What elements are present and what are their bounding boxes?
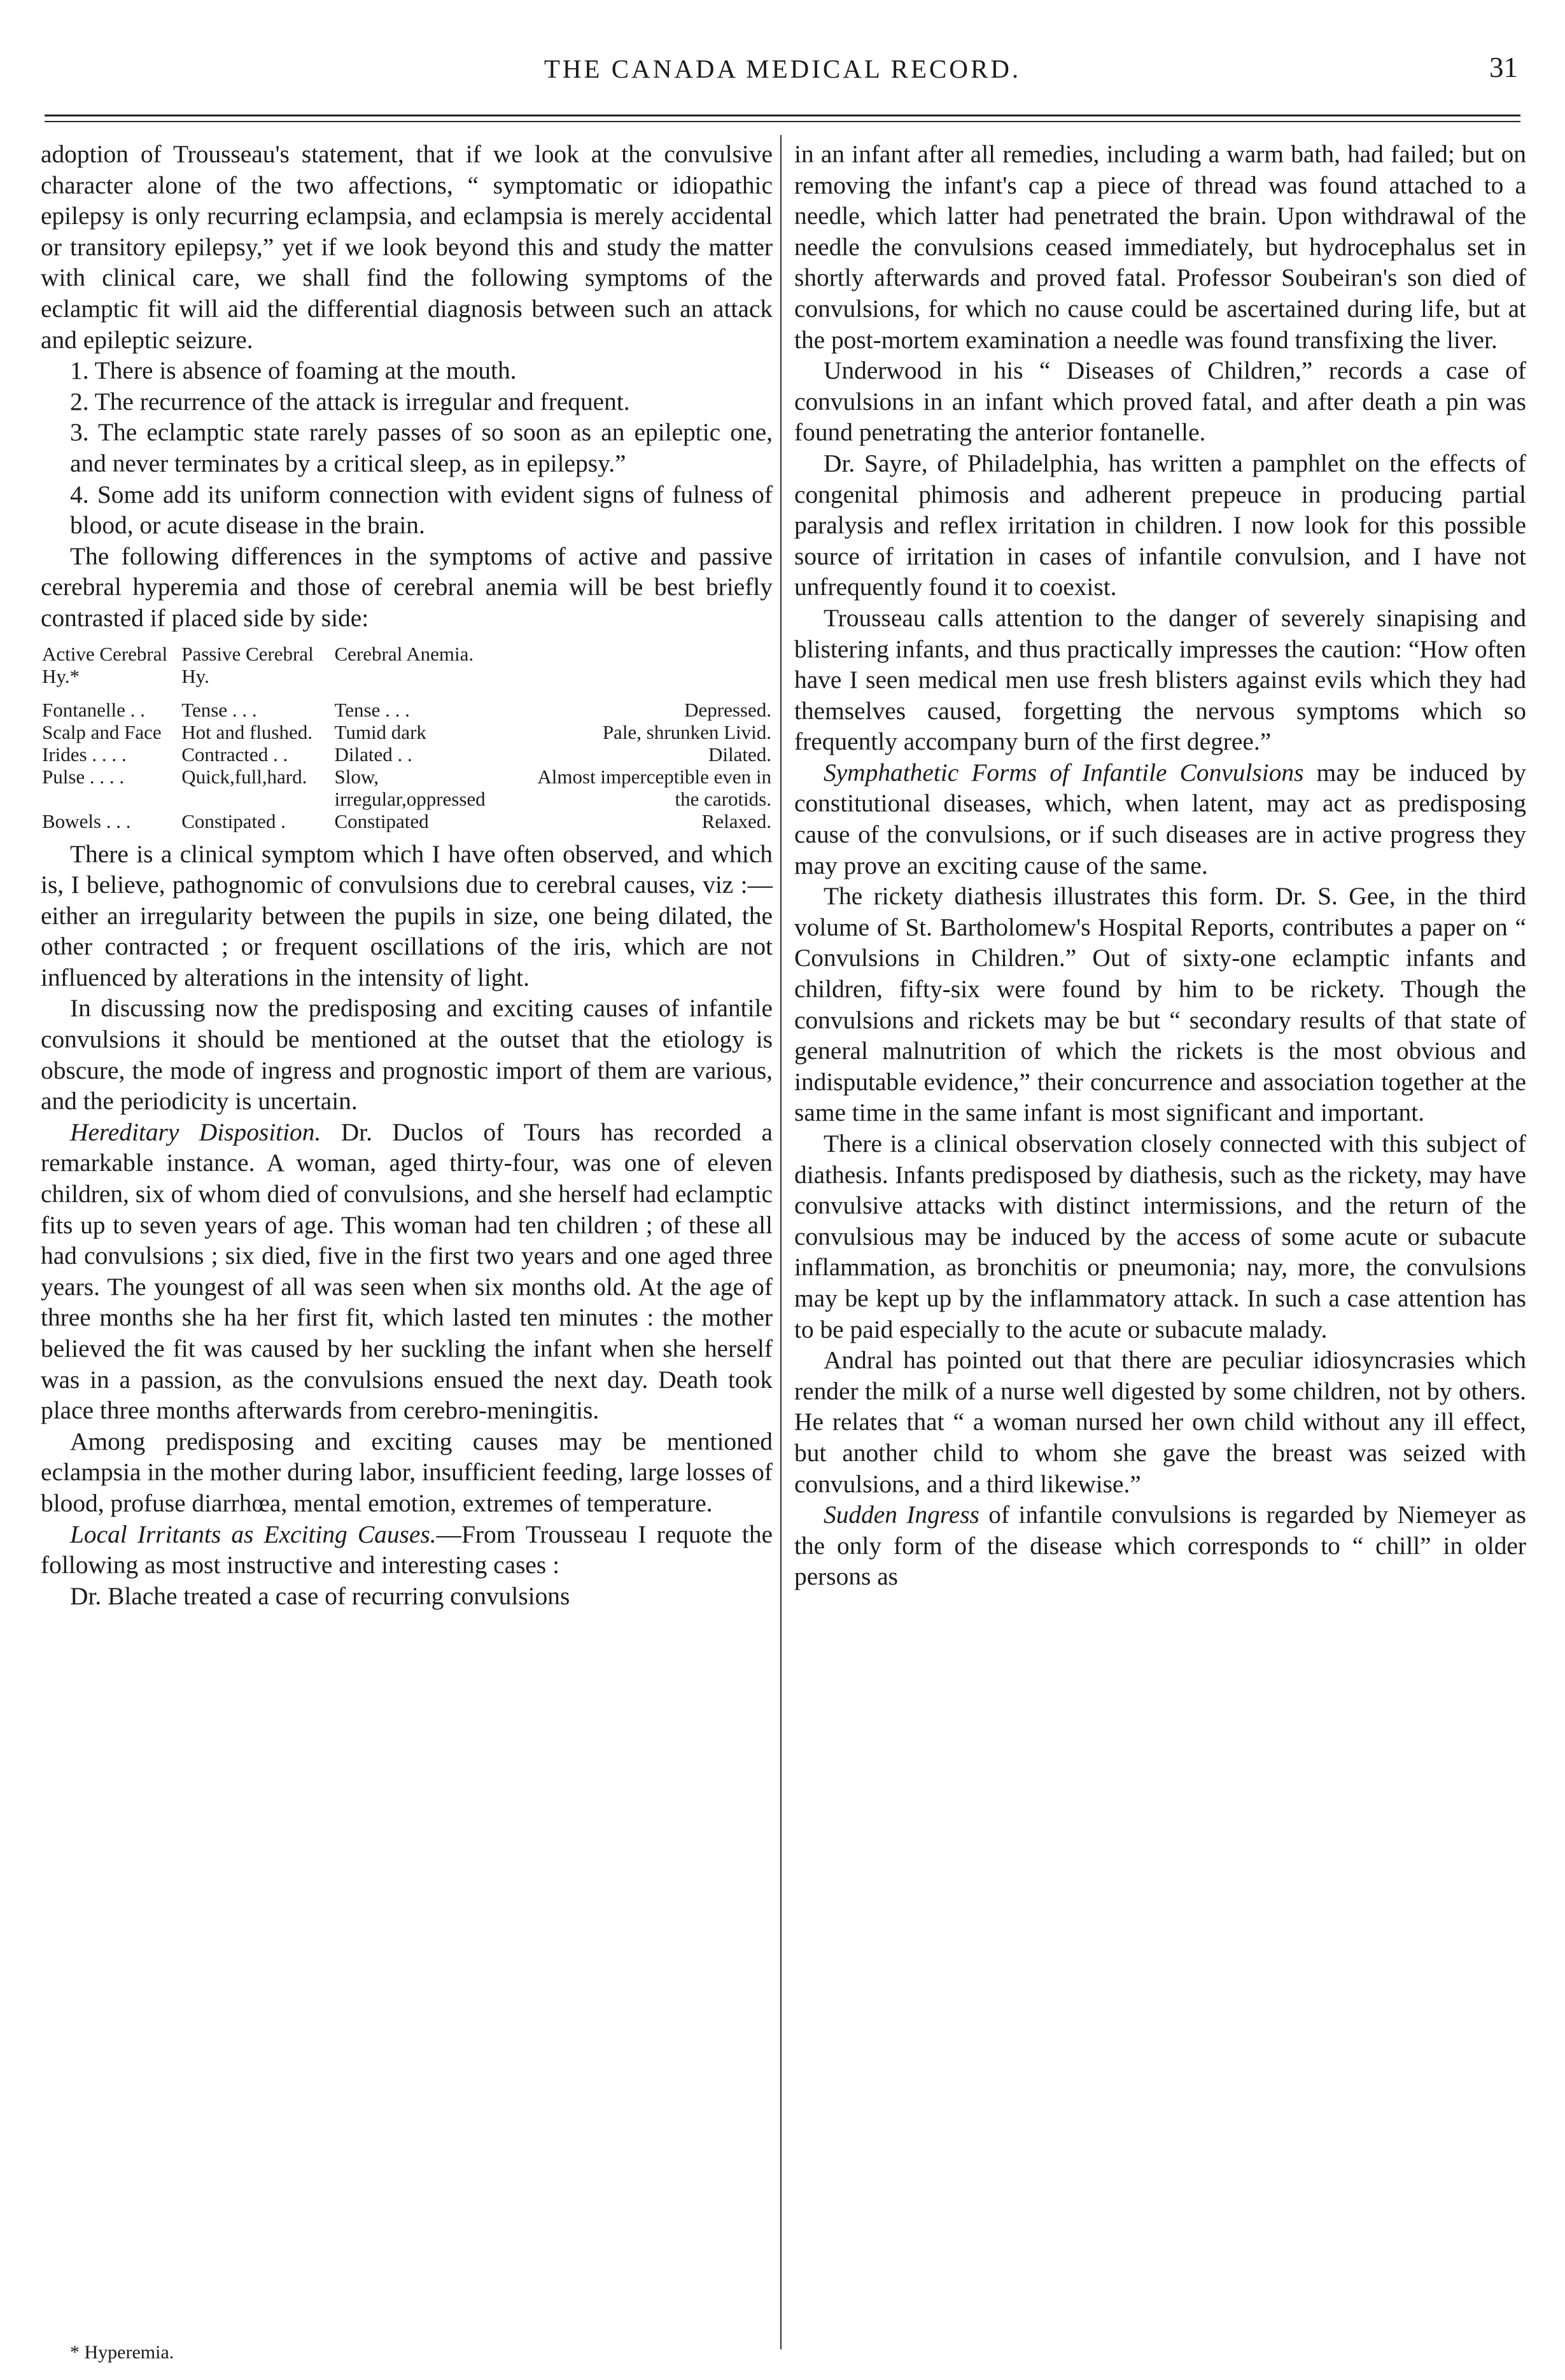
table-cell: Tense . . . — [181, 698, 257, 721]
page-header — [45, 45, 1520, 95]
table-cell: Depressed. — [684, 698, 771, 721]
paragraph: There is a clinical observation closely connected with this subject of diathesis. Infants predisposed by diathesis, such as the rickety, may have convulsive attacks with distinct intermissions, and the return of the convulsious may be induced by the access of some acute or subacute inflammation, as bronchitis or pneumonia; nay, more, the convulsions may be kept up by the inflammatory attack. In such a case attention has to be paid especially to the acute or subacute malady. — [794, 1130, 1526, 1343]
table-cell: Irides . . . . — [42, 743, 127, 766]
section-heading: Hereditary Disposition. — [70, 1117, 321, 1146]
paragraph: The rickety diathesis illustrates this form. Dr. S. Gee, in the third volume of St. Bartholomew's Hospital Reports, contributes a paper on “ Convulsions in Children.” Out of sixty-one eclamptic infants and children, fifty-six were found by him to be rickety. Though the convulsions and rickets may be but “ secondary results of that state of general malnutrition of which the rickets is the most obvious and indisputable evidence,” their concurrence and association together at the same time in the same infant is most significant and important. — [794, 882, 1526, 1127]
paragraph: Trousseau calls attention to the danger of severely sinapising and blistering infants, and thus practically impresses the caution: “How often have I seen medical men use fresh blisters against evils which they had themselves caused, forgetting the nervous symptoms which so frequently accompany burn of the first degree.” — [794, 603, 1526, 756]
table-cell: Scalp and Face — [42, 720, 162, 743]
left-column — [41, 139, 773, 1611]
paragraph — [41, 1519, 773, 1581]
list-item: 2. The recurrence of the attack is irregular and frequent. — [70, 387, 630, 416]
paragraph: in an infant after all remedies, including a warm bath, had failed; but on removing the infant's cap a piece of thread was found attached to a needle, which latter had penetrated the brain. Upon withdrawal of the needle the convulsions ceased immediately, but hydrocephalus set in shortly afterwards and proved fatal. Professor Soubeiran's son died of convulsions, for which no cause could be ascertained during life, but at the post-mortem examination a needle was found transfixing the liver. — [794, 140, 1526, 354]
comparison-table — [41, 643, 773, 832]
table-cell: Almost imperceptible even in the carotids. — [537, 765, 771, 810]
paragraph — [794, 757, 1526, 881]
table-header-row — [41, 643, 773, 699]
paragraph: There is a clinical symptom which I have often observed, and which is, I believe, pathognomic of convulsions due to cerebral causes, viz :—either an irregularity between the pupils in size, one being dilated, the other contracted ; or frequent oscillations of the iris, which are not influenced by alterations in the intensity of light. — [41, 839, 773, 991]
paragraph: Dr. Sayre, of Philadelphia, has written a pamphlet on the effects of congenital phimosis and adherent prepeuce in producing partial paralysis and reflex irritation in children. I now look for this possible source of irritation in cases of infantile convulsion, and I have not unfrequently found it to coexist. — [794, 449, 1526, 601]
section-heading: Symphathetic Forms of Infantile Convulsions — [824, 758, 1304, 787]
table-row — [41, 721, 773, 743]
table-cell: Hot and flushed. — [181, 720, 313, 743]
table-cell: Quick,full,hard. — [181, 765, 307, 788]
paragraph: Among predisposing and exciting causes may be mentioned eclampsia in the mother during labor, insufficient feeding, large losses of blood, profuse diarrhœa, mental emotion, extremes of temperature. — [41, 1427, 773, 1517]
paragraph: Dr. Blache treated a case of recurring convulsions — [70, 1581, 570, 1610]
page-number: 31 — [1489, 52, 1518, 83]
table-row — [41, 699, 773, 721]
table-header: Active Cerebral Hy.* — [42, 642, 168, 687]
list-item: 4. Some add its uniform connection with evident signs of fulness of blood, or acute disease in the brain. — [70, 480, 773, 540]
table-row — [41, 766, 773, 810]
table-cell: Constipated — [334, 809, 429, 832]
table-cell: Slow, irregular,oppressed — [334, 765, 486, 810]
paragraph: Underwood in his “ Diseases of Children,” records a case of convulsions in an infant which proved fatal, and after death a pin was found penetrating the anterior fontanelle. — [794, 356, 1526, 447]
right-column — [794, 139, 1526, 1592]
paragraph-text: of infantile convulsions is regarded by Niemeyer as the only form of the disease which corresponds to “ chill” in older persons as — [794, 1501, 1526, 1591]
paragraph: Andral has pointed out that there are peculiar idiosyncrasies which render the milk of a nurse well digested by some children, not by others. He relates that “ a woman nursed her own child without any ill effect, but another child to whom she gave the breast was seized with convulsions, and a third likewise.” — [794, 1346, 1526, 1498]
header-rule — [45, 115, 1520, 116]
table-cell: Fontanelle . . — [42, 698, 145, 721]
table-row — [41, 810, 773, 832]
table-cell: Bowels . . . — [42, 809, 131, 832]
paragraph — [794, 1499, 1526, 1592]
paragraph: In discussing now the predisposing and exciting causes of infantile convulsions it should be mentioned at the outset that the etiology is obscure, the mode of ingress and prognostic import of them are various, and the periodicity is uncertain. — [41, 994, 773, 1116]
section-heading: Sudden Ingress — [824, 1501, 979, 1529]
footnote: * Hyperemia. — [70, 2342, 174, 2363]
table-cell: Relaxed. — [701, 809, 771, 832]
table-cell: Constipated . — [181, 809, 286, 832]
column-divider — [780, 135, 782, 2349]
table-cell: Pulse . . . . — [42, 765, 125, 788]
table-header: Cerebral Anemia. — [334, 642, 474, 665]
paragraph — [41, 1117, 773, 1426]
table-cell: Tense . . . — [334, 698, 410, 721]
paragraph-text: —From Trousseau I requote the following as most instructive and interesting cases : — [41, 1520, 773, 1579]
paragraph: The following differences in the symptoms of active and passive cerebral hyperemia and those of cerebral anemia will be best briefly contrasted if placed side by side: — [41, 542, 773, 632]
paragraph-text: may be induced by constitutional diseases, which, when latent, may act as predisposing cause of the convulsions, or if such diseases are in active progress they may prove an exciting cause of the same. — [794, 758, 1526, 879]
section-heading: Local Irritants as Exciting Causes. — [70, 1520, 437, 1548]
table-cell: Dilated. — [708, 743, 771, 766]
table-cell: Contracted . . — [181, 743, 288, 766]
journal-title: THE CANADA MEDICAL RECORD. — [544, 54, 1021, 83]
header-rule-thin — [45, 121, 1520, 122]
list-item: 3. The eclamptic state rarely passes of so soon as an epileptic one, and never terminates by a critical sleep, as in epilepsy.” — [70, 418, 773, 477]
table-cell: Tumid dark — [334, 720, 426, 743]
table-row — [41, 743, 773, 766]
table-cell: Pale, shrunken Livid. — [602, 720, 771, 743]
table-header: Passive Cerebral Hy. — [181, 642, 314, 687]
list-item: 1. There is absence of foaming at the mouth. — [70, 356, 517, 385]
table-cell: Dilated . . — [334, 743, 412, 766]
paragraph-text: Dr. Duclos of Tours has recorded a remarkable instance. A woman, aged thirty-four, was one of eleven children, six of whom died of convulsions, and she herself had eclamptic fits up to seven years of age. This woman had ten children ; of these all had convulsions ; six died, five in the first two years and one aged three years. The youngest of all was seen when six months old. At the age of three months she ha her first fit, which lasted ten minutes : the mother believed the fit was caused by her suckling the infant when she herself was in a passion, as the convulsions ensued the next day. Death took place three months afterwards from cerebro-meningitis. — [41, 1117, 773, 1425]
paragraph: adoption of Trousseau's statement, that if we look at the convulsive character alone of the two affections, “ symptomatic or idiopathic epilepsy is only recurring eclampsia, and eclampsia is merely accidental or transitory epilepsy,” yet if we look beyond this and study the matter with clinical care, we shall find the following symptoms of the eclamptic fit will aid the differential diagnosis between such an attack and epileptic seizure. — [41, 140, 773, 354]
